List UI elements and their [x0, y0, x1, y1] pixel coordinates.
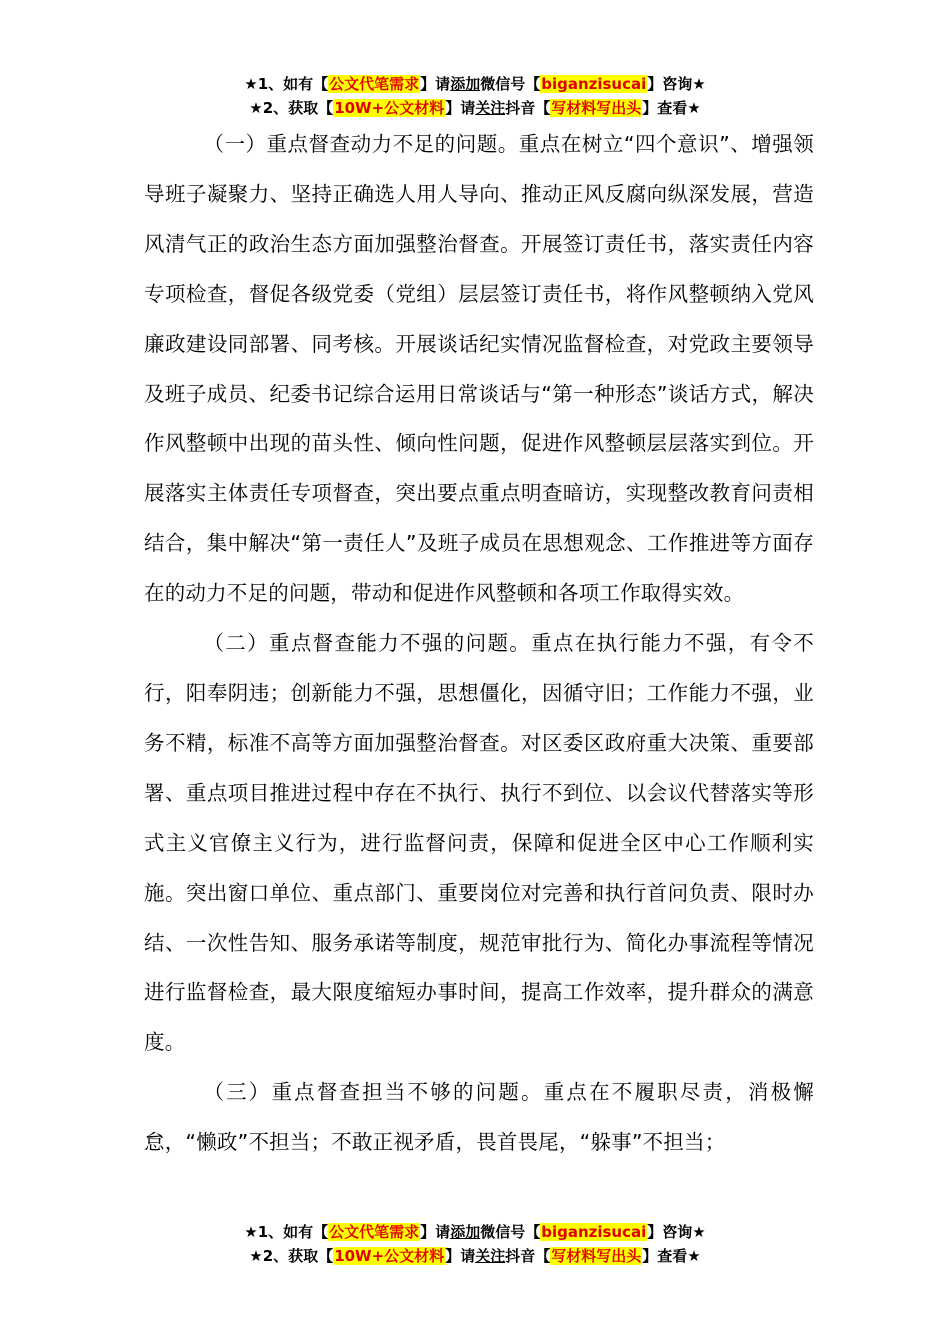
paragraph-2: （二）重点督查能力不强的问题。重点在执行能力不强，有令不行，阳奉阴违；创新能力不强，思想僵化，因循守旧；工作能力不强，业务不精，标准不高等方面加强整治督查。对区委区政府重大决策、重要部署、重点项目推进过程中存在不执行、执行不到位、以会议代替落实等形式主义官僚主义行为，进行监督问责，保障和促进全区中心工作顺利实施。突出窗口单位、重点部门、重要岗位对完善和执行首问负责、限时办结、一次性告知、服务承诺等制度，规范审批行为、简化办事流程等情况进行监督检查，最大限度缩短办事时间，提高工作效率，提升群众的满意度。 [144, 631, 814, 1055]
banner-text: 】查看★ [642, 1247, 701, 1265]
banner-line-1 [0, 1220, 950, 1244]
highlight-service: 公文代笔需求 [329, 1223, 420, 1241]
banner-text: ★2、获取【 [249, 99, 334, 117]
footer-banner [0, 1220, 950, 1268]
banner-line-2 [0, 96, 950, 120]
document-body [144, 120, 814, 1168]
banner-text: 】咨询★ [647, 1223, 706, 1241]
banner-text: ★2、获取【 [249, 1247, 334, 1265]
highlight-account: 写材料写出头 [551, 99, 642, 117]
banner-line-2 [0, 1244, 950, 1268]
banner-text: ★1、如有【 [244, 75, 329, 93]
banner-text: 】请 [420, 75, 451, 93]
highlight-wechat-id: biganzisucai [541, 1223, 647, 1241]
paragraph-3: （三）重点督查担当不够的问题。重点在不履职尽责，消极懈怠，“懒政”不担当；不敢正视矛盾，畏首畏尾，“躲事”不担当； [144, 1080, 814, 1155]
banner-text: 】请 [445, 99, 476, 117]
highlight-service: 公文代笔需求 [329, 75, 420, 93]
highlight-wechat-id: biganzisucai [541, 75, 647, 93]
banner-text: 微信号【 [480, 75, 541, 93]
banner-text: 】请 [420, 1223, 451, 1241]
banner-text: 】请 [445, 1247, 476, 1265]
highlight-materials: 10W+公文材料 [334, 1247, 445, 1265]
banner-text: ★1、如有【 [244, 1223, 329, 1241]
highlight-account: 写材料写出头 [551, 1247, 642, 1265]
banner-underlined-text: 添加 [450, 75, 481, 93]
banner-line-1 [0, 72, 950, 96]
banner-underlined-text: 关注 [475, 1247, 506, 1265]
banner-text: 微信号【 [480, 1223, 541, 1241]
paragraph-1: （一）重点督查动力不足的问题。重点在树立“四个意识”、增强领导班子凝聚力、坚持正确选人用人导向、推动正风反腐向纵深发展，营造风清气正的政治生态方面加强整治督查。开展签订责任书，落实责任内容专项检查，督促各级党委（党组）层层签订责任书，将作风整顿纳入党风廉政建设同部署、同考核。开展谈话纪实情况监督检查，对党政主要领导及班子成员、纪委书记综合运用日常谈话与“第一种形态”谈话方式，解决作风整顿中出现的苗头性、倾向性问题，促进作风整顿层层落实到位。开展落实主体责任专项督查，突出要点重点明查暗访，实现整改教育问责相结合，集中解决“第一责任人”及班子成员在思想观念、工作推进等方面存在的动力不足的问题，带动和促进作风整顿和各项工作取得实效。 [144, 132, 814, 606]
banner-text: 】咨询★ [647, 75, 706, 93]
banner-underlined-text: 关注 [475, 99, 506, 117]
header-banner [0, 72, 950, 120]
banner-underlined-text: 添加 [450, 1223, 481, 1241]
banner-text: 抖音【 [505, 1247, 551, 1265]
banner-text: 】查看★ [642, 99, 701, 117]
banner-text: 抖音【 [505, 99, 551, 117]
highlight-materials: 10W+公文材料 [334, 99, 445, 117]
